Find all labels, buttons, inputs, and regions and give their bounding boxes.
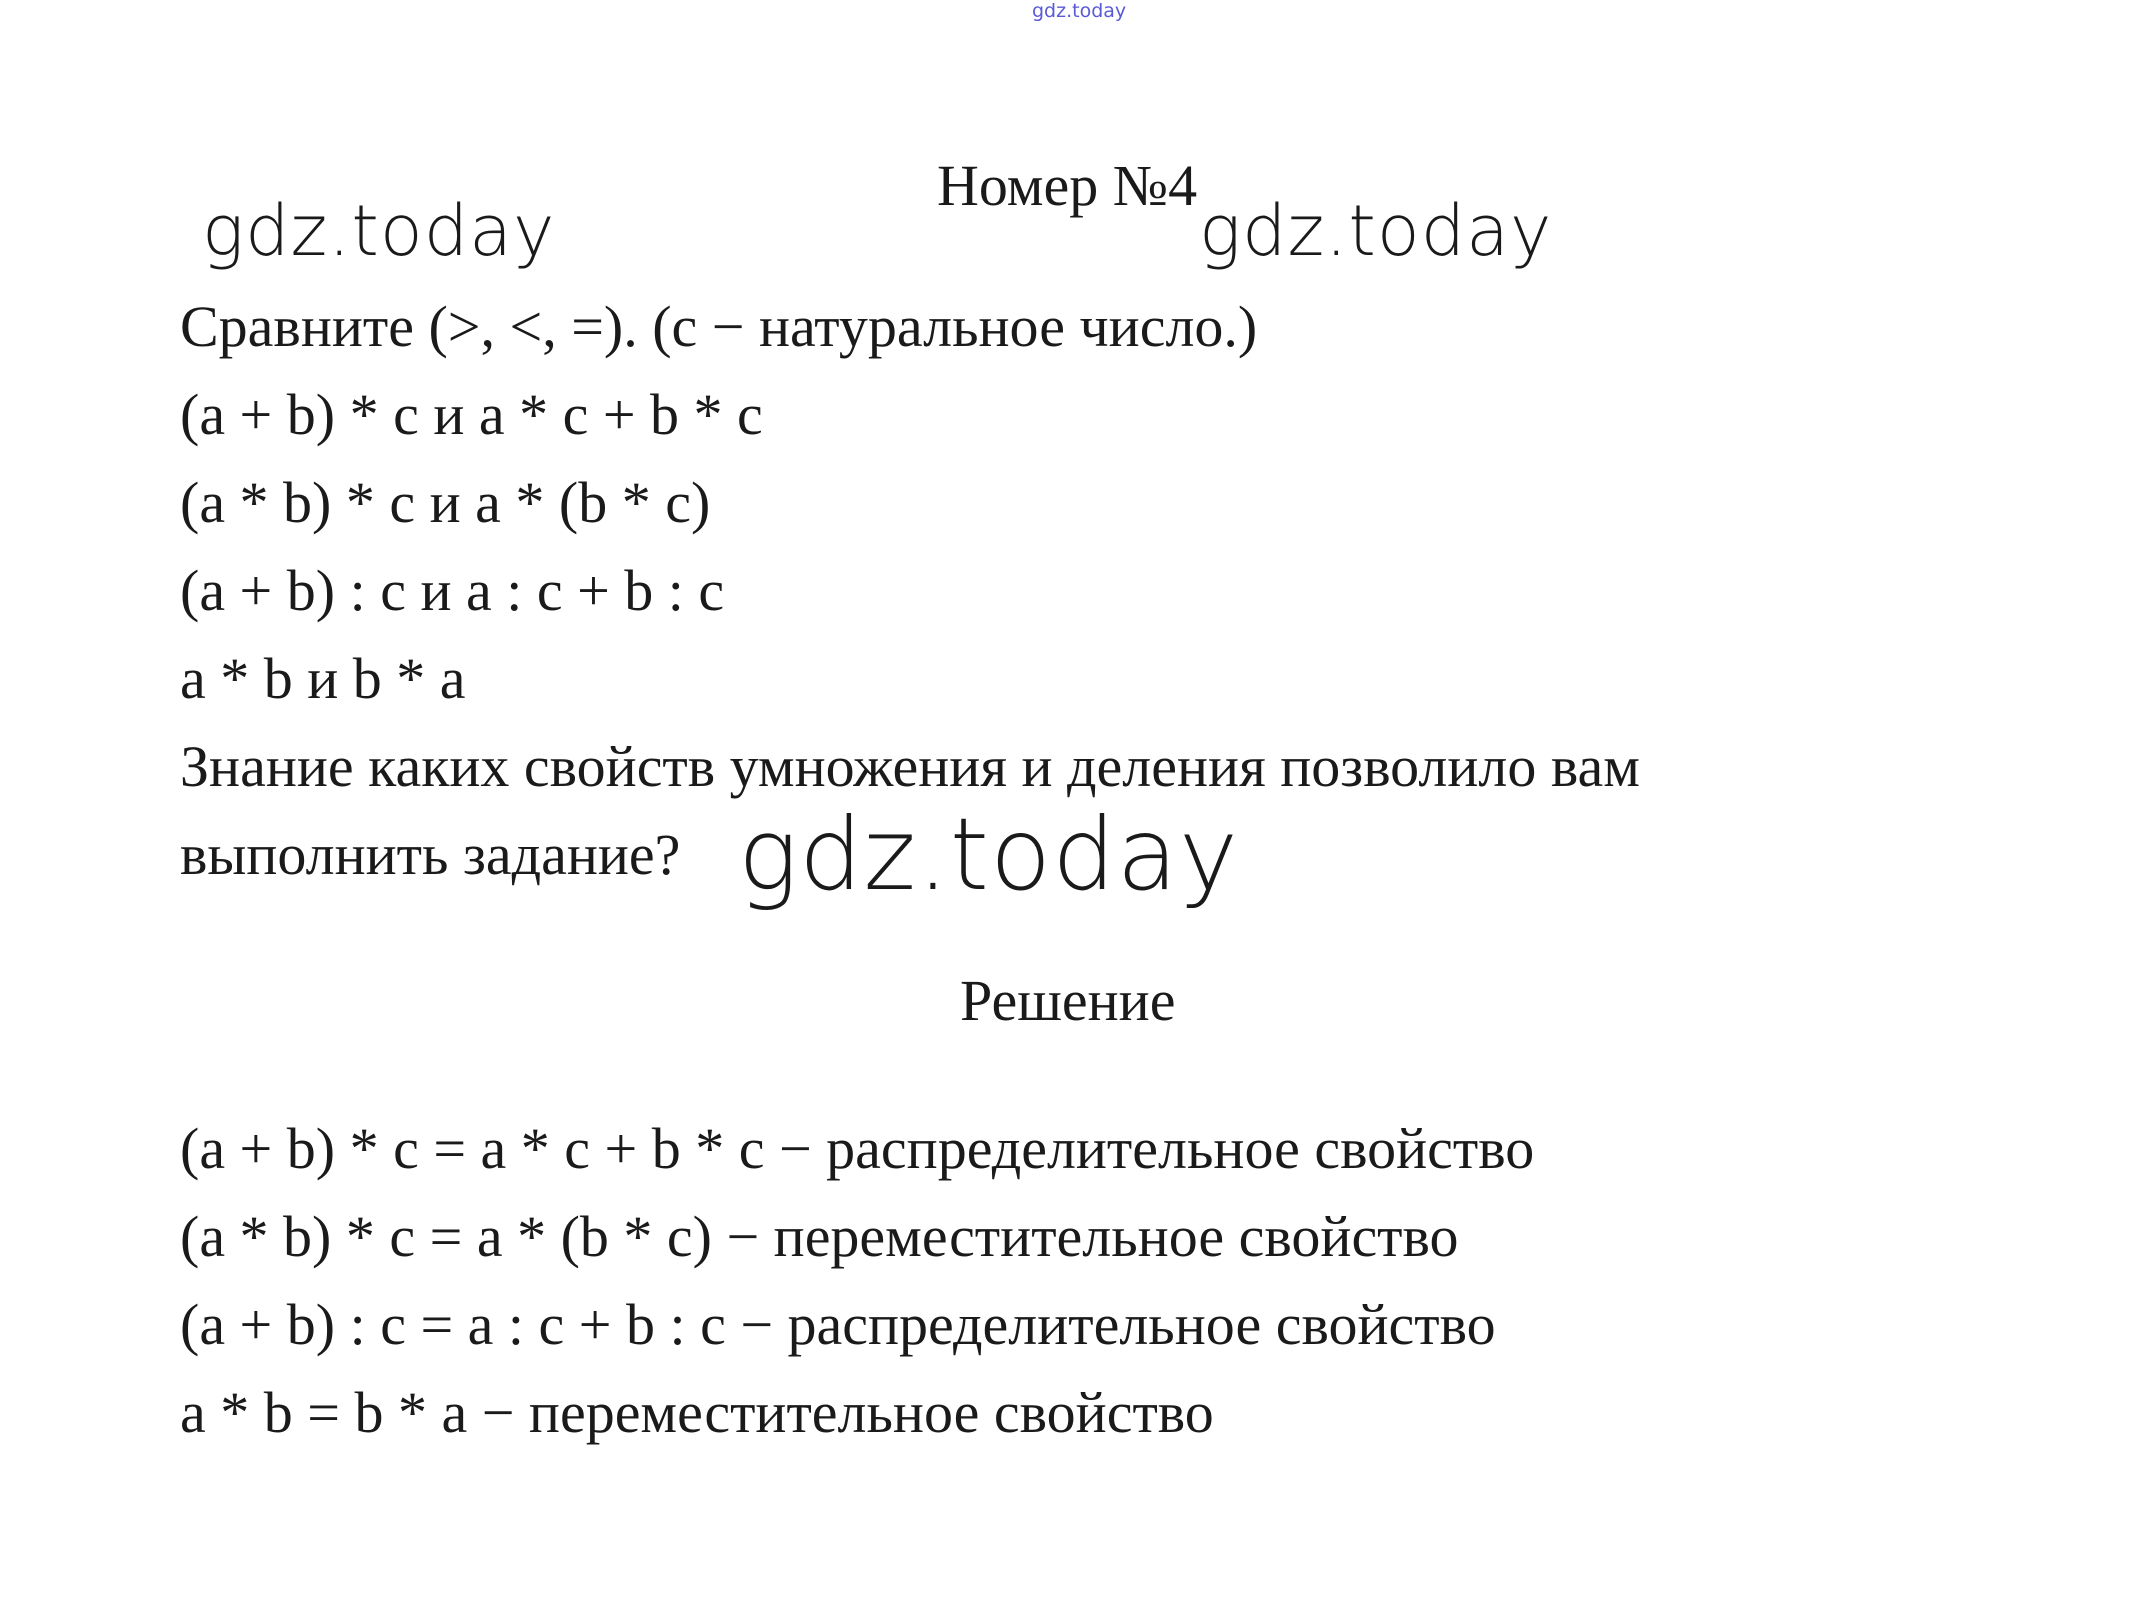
task-line-4: (a + b) : c и a : c + b : c [180,558,725,623]
task-line-3: (a * b) * c и a * (b * c) [180,470,711,535]
solution-heading: Решение [960,968,1176,1033]
task-line-1: Сравните (>, <, =). (c − натуральное число.) [180,294,1258,359]
task-question-line-1: Знание каких свойств умножения и деления позволило вам [180,734,1640,799]
watermark-left: gdz.today [202,190,556,272]
watermark-large: gdz.today [738,796,1240,913]
task-question-line-2: выполнить задание? [180,822,681,887]
solution-line-1: (a + b) * c = a * c + b * c − распределительное свойство [180,1116,1535,1181]
solution-line-2: (a * b) * c = a * (b * c) − переместительное свойство [180,1204,1459,1269]
solution-line-4: a * b = b * a − переместительное свойство [180,1380,1214,1445]
watermark-right: gdz.today [1199,190,1553,272]
task-line-5: a * b и b * a [180,646,466,711]
page-title: Номер №4 [937,153,1198,218]
task-line-2: (a + b) * c и a * c + b * c [180,382,763,447]
site-link[interactable]: gdz.today [1032,0,1127,22]
solution-line-3: (a + b) : c = a : c + b : c − распределительное свойство [180,1292,1496,1357]
